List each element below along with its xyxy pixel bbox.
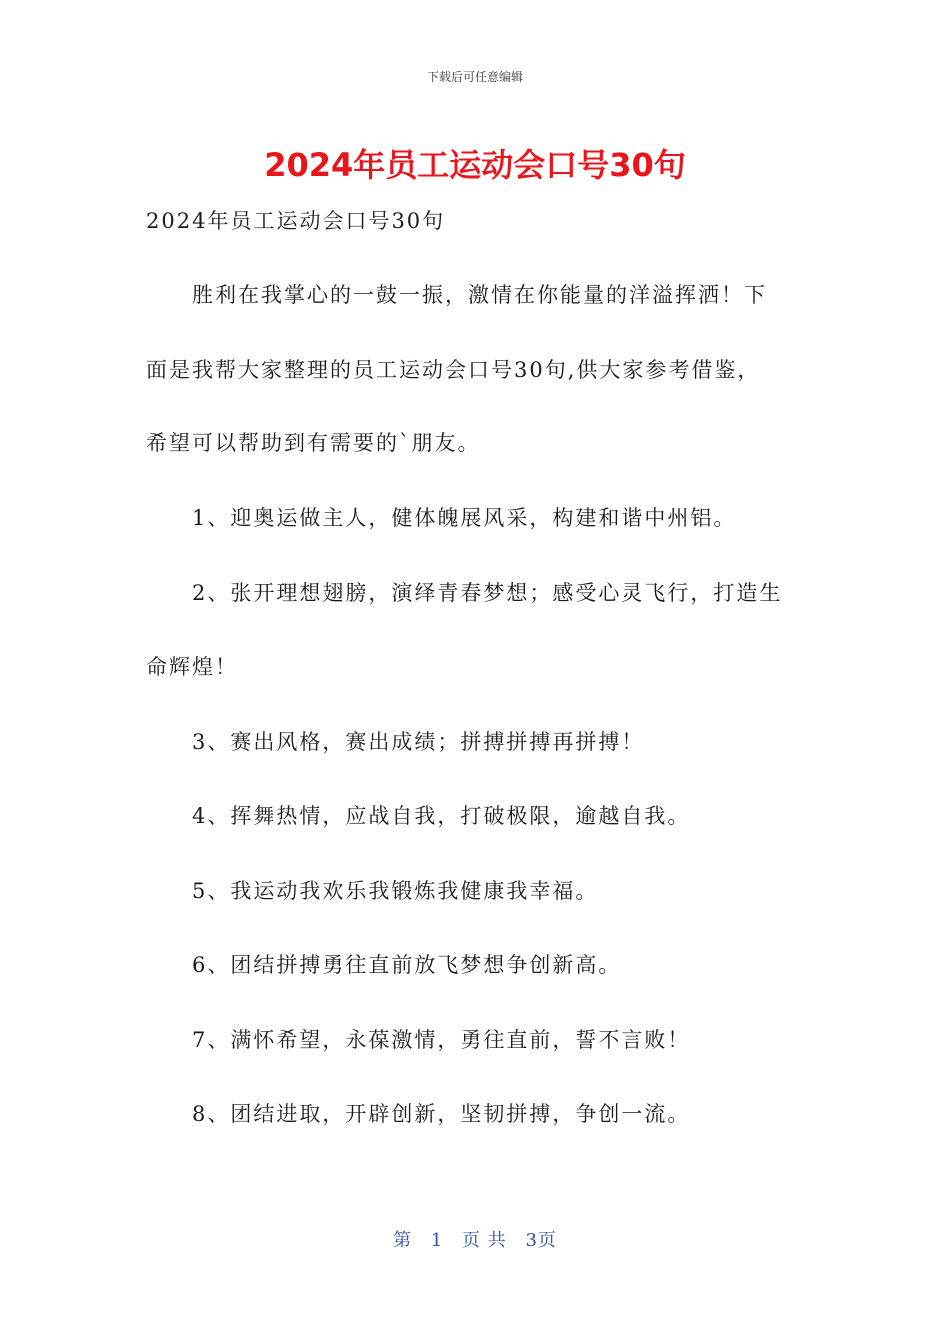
slogan-item-2: 2、张开理想翅膀，演绎青春梦想；感受心灵飞行，打造生 [192, 581, 783, 605]
header-note: 下载后可任意编辑 [426, 70, 523, 84]
slogan-item-1: 1、迎奥运做主人，健体魄展风采，构建和谐中州铝。 [192, 506, 737, 530]
page-footer [0, 1226, 950, 1252]
footer-page-number: 1 [430, 1230, 444, 1251]
subtitle-line: 2024年员工运动会口号30句 [146, 209, 446, 233]
slogan-item-7: 7、满怀希望，永葆激情，勇往直前，誓不言败！ [192, 1028, 691, 1052]
slogan-item-5: 5、我运动我欢乐我锻炼我健康我幸福。 [192, 879, 599, 903]
slogan-item-6: 6、团结拼搏勇往直前放飞梦想争创新高。 [192, 953, 622, 977]
intro-line-1: 胜利在我掌心的一鼓一振，激情在你能量的洋溢挥洒！下 [192, 283, 767, 307]
footer-page-prefix: 第 [393, 1230, 413, 1251]
intro-line-2: 面是我帮大家整理的员工运动会口号30句,供大家参考借鉴， [146, 358, 761, 382]
slogan-item-2-continued: 命辉煌！ [146, 655, 238, 679]
footer-page-mid: 页 共 [462, 1230, 507, 1251]
slogan-item-3: 3、赛出风格，赛出成绩；拼搏拼搏再拼搏！ [192, 730, 645, 754]
slogan-item-8: 8、团结进取，开辟创新，坚韧拼搏，争创一流。 [192, 1102, 691, 1126]
document-title: 2024年员工运动会口号30句 [264, 146, 686, 184]
intro-line-3: 希望可以帮助到有需要的`朋友。 [146, 431, 481, 455]
footer-page-total: 3页 [525, 1230, 557, 1251]
slogan-item-4: 4、挥舞热情，应战自我，打破极限，逾越自我。 [192, 804, 691, 828]
